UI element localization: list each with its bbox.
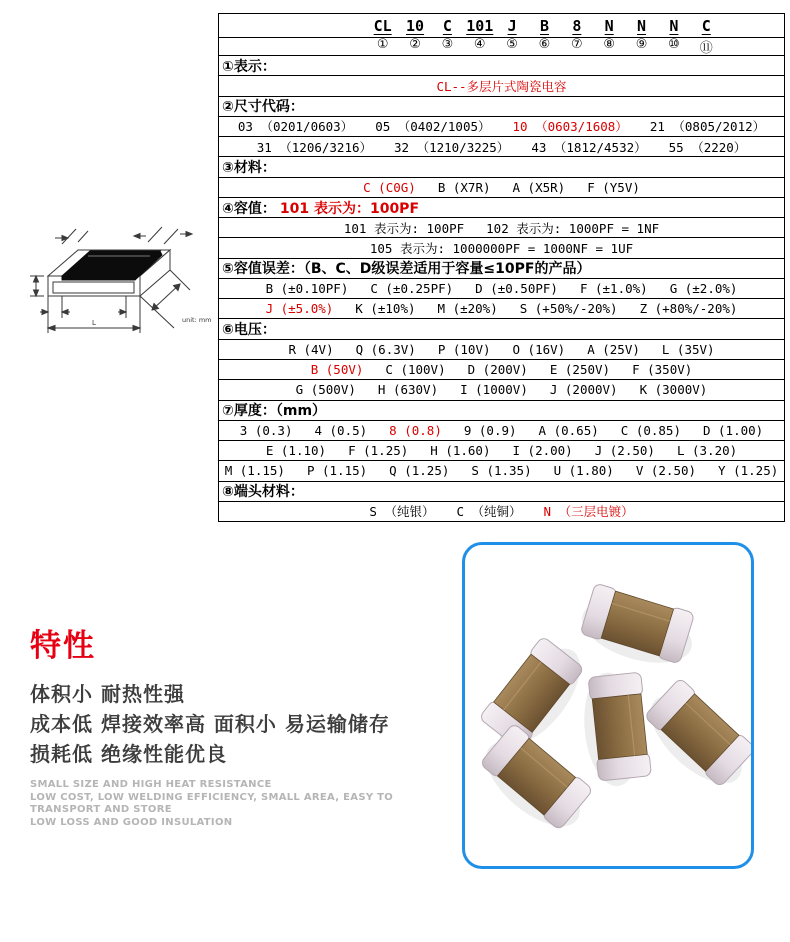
part-code-segment: C [701,16,711,35]
table-cell: P (1.15) [306,463,368,479]
table-cell: 03 （0201/0603） [237,119,354,135]
dim-label-l: L [92,319,96,327]
table-section-label-row [219,198,784,218]
table-cell: R (4V) [288,341,334,357]
table-cell: J (2000V) [549,382,618,398]
table-cell: 101 表示为: 100PF [343,220,465,236]
table-cell: F (350V) [632,362,693,378]
table-section-label-row [219,56,784,76]
table-cell: ⑥电压： [222,322,276,339]
table-cell: 9 (0.9) [463,422,517,438]
table-cell: O (16V) [512,341,566,357]
table-value-row [219,299,784,319]
code-position-number: ② [409,38,421,52]
table-cell: 105 表示为: 1000000PF = 1000NF = 1UF [369,241,634,257]
table-cell: S （纯银） [369,504,435,520]
table-cell: C (C0G) [363,179,416,195]
table-cell: L (35V) [661,341,715,357]
table-cell: C (0.85) [620,422,681,438]
table-cell: 101 表示为：100PF [279,200,420,217]
table-cell: N （三层电镀） [543,504,634,520]
table-cell: I (1000V) [460,382,528,398]
table-value-row [219,441,784,461]
table-cell: S (+50%/-20%) [519,301,618,317]
table-cell: L (3.20) [676,443,738,459]
feature-line-cn: 损耗低 绝缘性能优良 [30,742,227,766]
part-number-table [218,13,785,522]
table-value-row [219,76,784,96]
table-cell: I (2.00) [512,443,573,459]
table-cell: A (0.65) [538,422,599,438]
code-position-number: ⑦ [571,38,583,52]
table-cell: B (X7R) [437,179,491,195]
table-value-row [219,421,784,441]
table-cell: S (1.35) [471,463,532,479]
code-position-number: ① [376,38,389,52]
table-cell: J (±5.0%) [265,301,334,317]
table-cell: C (±0.25PF) [370,281,454,297]
table-cell: E (250V) [549,362,611,378]
table-cell: 55 （2220） [668,139,747,155]
feature-line-en: LOW LOSS AND GOOD INSULATION [30,816,233,828]
table-cell: ②尺寸代码： [222,99,304,116]
table-cell: K (±10%) [355,301,416,317]
code-position-number: ④ [473,38,486,52]
table-cell: C （纯铜） [456,504,522,520]
table-cell: K (3000V) [639,382,708,398]
capacitor-dimension-diagram [22,198,217,348]
part-code-segment: 8 [572,16,582,35]
table-value-row [219,218,784,238]
table-value-row [219,340,784,360]
table-cell: Q (6.3V) [355,341,416,357]
part-code-segment: J [507,16,517,35]
table-cell: 32 （1210/3225） [394,139,510,155]
table-cell: 21 （0805/2012） [649,119,766,135]
code-position-number: ⑥ [538,38,551,52]
table-cell: 43 （1812/4532） [531,139,647,155]
table-cell: ⑦厚度：（mm） [222,403,327,420]
part-code-segment: 101 [466,16,494,35]
table-cell: F (Y5V) [587,179,640,195]
table-value-row [219,461,784,481]
feature-line-cn: 成本低 焊接效率高 面积小 易运输储存 [30,712,390,736]
table-cell: ④容值： [222,200,276,217]
table-cell: ⑤容值误差：（B、C、D级误差适用于容量≤10PF的产品） [222,261,591,278]
code-position-row [219,38,784,56]
table-cell: H (1.60) [430,443,491,459]
feature-line-en: SMALL SIZE AND HIGH HEAT RESISTANCE [30,779,272,790]
table-cell: A (X5R) [512,179,566,195]
part-code-segment: N [669,16,679,35]
part-code-segment: N [604,16,614,35]
code-position-number: ⑩ [668,38,680,52]
table-section-label-row [219,482,784,502]
code-position-number: ⑪ [699,41,713,56]
table-value-row [219,279,784,299]
table-cell: CL--多层片式陶瓷电容 [436,78,567,94]
table-section-label-row [219,401,784,421]
table-section-label-row [219,259,784,279]
table-cell: D (1.00) [702,422,764,438]
code-position-number: ⑤ [506,38,518,52]
table-cell: M (1.15) [224,463,285,479]
code-position-number: ⑨ [635,38,648,52]
table-section-label-row [219,319,784,339]
table-value-row [219,117,784,137]
features-title: 特性 [30,628,96,664]
table-cell: P (10V) [437,341,491,357]
table-cell: V (2.50) [635,463,697,479]
table-cell: 3 (0.3) [239,422,293,438]
table-cell: ⑧端头材料： [222,484,304,501]
features-chinese-lines [30,679,460,769]
table-value-row [219,380,784,400]
table-cell: H (630V) [377,382,439,398]
table-cell: E (1.10) [265,443,327,459]
table-cell: F (±1.0%) [579,281,648,297]
table-value-row [219,178,784,198]
table-cell: G (500V) [295,382,356,398]
table-cell: M (±20%) [437,301,498,317]
features-english-lines [30,779,460,829]
table-cell: ①表示： [222,58,276,75]
product-photo-box [462,542,754,869]
capacitor-chip [472,582,751,841]
table-cell: 31 （1206/3216） [256,139,372,155]
part-code-segment: 10 [406,16,425,35]
table-value-row [219,238,784,258]
table-cell: 102 表示为: 1000PF = 1NF [486,220,660,236]
table-cell: D (±0.50PF) [475,281,558,297]
part-code-segment: CL [373,16,392,35]
table-cell: Z (+80%/-20%) [639,301,738,317]
table-section-label-row [219,97,784,117]
code-position-number: ⑧ [603,38,616,52]
table-cell: D (200V) [467,362,528,378]
table-section-label-row [219,157,784,177]
unit-label: unit: mm [182,316,212,324]
code-header-row [219,14,784,38]
table-cell: Y (1.25) [718,463,779,479]
table-cell: ③材料： [222,159,276,176]
table-cell: 8 (0.8) [389,422,442,438]
table-value-row [219,137,784,157]
table-cell: 05 （0402/1005） [375,119,491,135]
table-cell: A (25V) [587,341,640,357]
code-positions [367,38,723,56]
code-position-number: ③ [441,38,454,52]
features-block [30,620,460,829]
part-code-segment: B [539,16,549,35]
table-cell: G (±2.0%) [669,281,738,297]
part-code [367,17,723,35]
table-cell: 10 （0603/1608） [512,119,628,135]
capacitor-photo [465,545,751,866]
feature-line-cn: 体积小 耐热性强 [30,682,185,706]
table-cell: 4 (0.5) [314,422,368,438]
table-cell: U (1.80) [553,463,614,479]
part-code-segment: N [637,16,647,35]
table-cell: B (±0.10PF) [265,281,349,297]
table-cell: F (1.25) [348,443,409,459]
feature-line-en: LOW COST, LOW WELDING EFFICIENCY, SMALL AREA, EASY TO TRANSPORT AND STORE [30,791,394,815]
table-cell: J (2.50) [594,443,655,459]
table-cell: Q (1.25) [389,463,450,479]
table-cell: C (100V) [385,362,446,378]
table-cell: B (50V) [310,362,364,378]
table-value-row [219,502,784,521]
part-code-segment: C [442,16,452,35]
table-value-row [219,360,784,380]
